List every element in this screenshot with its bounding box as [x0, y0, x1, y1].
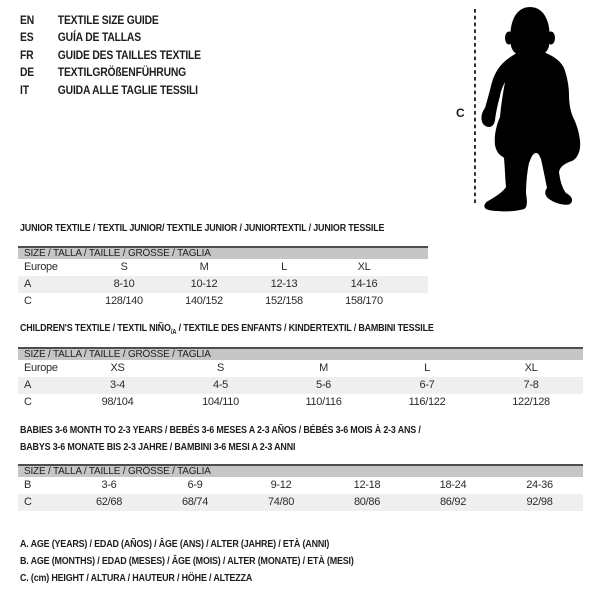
baby-figure: [450, 0, 600, 215]
language-title: TEXTILGRÖßENFÜHRUNG: [57, 67, 187, 80]
baby-silhouette: [481, 7, 580, 211]
section-title-line: [20, 220, 384, 237]
cell-value: 6-7: [375, 377, 479, 394]
row-label: A: [18, 377, 66, 394]
table-row-europe: [18, 259, 428, 276]
cell-value: 12-18: [353, 479, 381, 491]
size-header-label: SIZE / TALLA / TAILLE / GRÖSSE / TAGLIA: [18, 348, 583, 360]
language-code: FR: [20, 49, 34, 62]
footnote-line-2: C. (cm) HEIGHT / ALTURA / HAUTEUR / HÖHE / ALTEZZA: [20, 572, 253, 585]
language-title: GUIDA ALLE TAGLIE TESSILI: [57, 84, 198, 97]
footnotes: [20, 536, 354, 588]
language-code: ES: [20, 32, 34, 45]
language-title-list: [20, 13, 201, 100]
cell-value: 7-8: [479, 377, 583, 394]
table-row-c: [18, 494, 583, 511]
cell-value: XS: [110, 362, 125, 374]
title-subscript: /A: [170, 329, 177, 337]
table-row-c: [18, 394, 583, 411]
size-header-label: SIZE / TALLA / TAILLE / GRÖSSE / TAGLIA: [18, 247, 428, 259]
cell-value: 9-12: [270, 479, 292, 491]
cell-value: L: [281, 261, 287, 273]
section-title-line: [20, 439, 421, 456]
row-label: B: [24, 479, 32, 491]
spacer-cell: [404, 276, 428, 293]
cell-value: 6-9: [187, 479, 203, 491]
cell-value: 158/170: [345, 295, 383, 307]
table-row-c: [18, 293, 428, 310]
size-header-band: [18, 348, 583, 360]
cell-value: 62/68: [66, 494, 152, 511]
table-row-b: [18, 477, 583, 494]
row-label: C: [24, 295, 32, 307]
cell-value: S: [216, 362, 225, 374]
cell-value: 98/104: [101, 396, 134, 408]
footnote-line-1: B. AGE (MONTHS) / EDAD (MESES) / ÂGE (MOIS) / ALTER (MONATE) / ETÀ (MESI): [20, 555, 354, 568]
cell-value: 3-6: [101, 479, 117, 491]
size-table-2: [18, 464, 583, 511]
cell-value: 3-4: [66, 377, 169, 394]
cell-value: 74/80: [238, 494, 324, 511]
cell-value: 18-24: [439, 479, 467, 491]
cell-value: 24-36: [526, 479, 553, 491]
size-header-band: [18, 465, 583, 477]
title-text: BABIES 3-6 MONTH TO 2-3 YEARS / BEBÉS 3-6 MESES A 2-3 AÑOS / BÉBÉS 3-6 MOIS À 2-3 ANS /: [20, 424, 421, 436]
cell-value: 5-6: [272, 377, 375, 394]
spacer-cell: [404, 293, 428, 310]
cell-value: 12-13: [244, 276, 324, 293]
cell-value: 80/86: [324, 494, 410, 511]
row-label: C: [24, 396, 32, 408]
language-code: DE: [20, 67, 35, 80]
cell-value: 116/122: [408, 396, 446, 408]
title-text: JUNIOR TEXTILE / TEXTIL JUNIOR/ TEXTILE JUNIOR / JUNIORTEXTIL / JUNIOR TESSILE: [20, 222, 385, 234]
height-measure-label: C: [456, 106, 465, 120]
language-row-de: [20, 65, 201, 82]
cell-value: 92/98: [496, 494, 583, 511]
language-title: GUIDE DES TAILLES TEXTILE: [57, 49, 201, 62]
language-code: EN: [20, 15, 35, 27]
language-row-fr: [20, 48, 201, 65]
cell-value: 122/128: [512, 396, 550, 408]
language-code: IT: [20, 84, 29, 97]
cell-value: M: [319, 362, 328, 374]
cell-value: 10-12: [164, 276, 244, 293]
section-title-line: [20, 320, 434, 341]
cell-value: L: [424, 362, 430, 374]
cell-value: 104/110: [202, 396, 239, 408]
table-row-europe: [18, 360, 583, 377]
cell-value: 8-10: [84, 276, 164, 293]
cell-value: 14-16: [324, 276, 404, 293]
cell-value: 86/92: [410, 494, 496, 511]
section-title-line: [20, 422, 421, 439]
spacer-cell: [404, 259, 428, 276]
row-label: Europe: [24, 261, 58, 273]
cell-value: M: [199, 261, 209, 273]
language-row-it: [20, 83, 201, 100]
language-row-en: [20, 13, 201, 30]
cell-value: XL: [524, 362, 538, 374]
section-title-1: [20, 320, 434, 341]
cell-value: 68/74: [152, 494, 238, 511]
cell-value: 128/140: [105, 295, 143, 307]
table-row-a: [18, 276, 428, 293]
cell-value: 152/158: [265, 295, 303, 307]
size-header-band: [18, 247, 428, 259]
title-text: BABYS 3-6 MONATE BIS 2-3 JAHRE / BAMBINI 3-6 MESI A 2-3 ANNI: [20, 441, 296, 453]
size-header-label: SIZE / TALLA / TAILLE / GRÖSSE / TAGLIA: [18, 465, 583, 477]
cell-value: S: [120, 261, 128, 273]
language-title: GUÍA DE TALLAS: [57, 32, 141, 45]
row-label: C: [18, 494, 66, 511]
cell-value: 4-5: [169, 377, 272, 394]
title-text: / TEXTILE DES ENFANTS / KINDERTEXTIL / BAMBINI TESSILE: [176, 322, 434, 334]
section-title-0: [20, 220, 384, 237]
cell-value: 110/116: [305, 396, 342, 408]
row-label: Europe: [24, 362, 58, 374]
cell-value: XL: [357, 261, 371, 273]
title-text: CHILDREN'S TEXTILE / TEXTIL NIÑO: [20, 322, 171, 334]
size-table-0: [18, 246, 428, 310]
row-label: A: [18, 276, 84, 293]
language-title: TEXTILE SIZE GUIDE: [57, 15, 159, 27]
cell-value: 140/152: [185, 295, 223, 307]
section-title-2: [20, 422, 421, 456]
table-row-a: [18, 377, 583, 394]
size-table-1: [18, 347, 583, 411]
footnote-line-0: A. AGE (YEARS) / EDAD (AÑOS) / ÂGE (ANS) / ALTER (JAHRE) / ETÀ (ANNI): [20, 538, 330, 550]
language-row-es: [20, 30, 201, 47]
